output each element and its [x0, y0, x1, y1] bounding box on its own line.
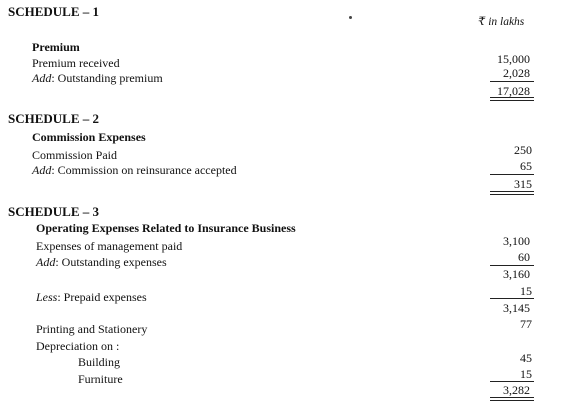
schedule-2-heading: Commission Expenses	[32, 130, 146, 144]
commission-reinsurance-row	[32, 164, 237, 176]
unit-label: ₹ in lakhs	[478, 16, 525, 28]
schedule-1-rule-top	[490, 81, 534, 82]
schedule-2-title: SCHEDULE – 2	[8, 111, 100, 126]
commission-paid-value: 250	[514, 143, 532, 157]
schedule-2-total: 315	[514, 177, 532, 191]
add-prefix: Add	[32, 71, 52, 85]
management-expenses-value: 3,100	[503, 234, 530, 248]
schedule-1-title: SCHEDULE – 1	[8, 4, 100, 19]
schedule-2-rule-bottom-1	[490, 191, 534, 192]
prepaid-expenses-label: : Prepaid expenses	[57, 290, 147, 304]
printing-stationery-value: 77	[520, 317, 532, 331]
printing-stationery-label: Printing and Stationery	[36, 322, 148, 336]
premium-received-label: Premium received	[32, 56, 120, 70]
schedule-3-rule-bottom-1	[490, 397, 534, 398]
less-prefix: Less	[36, 290, 58, 304]
furniture-label: Furniture	[78, 372, 123, 386]
commission-reinsurance-value: 65	[520, 159, 532, 173]
subtotal-2-value: 3,145	[503, 301, 530, 315]
outstanding-premium-value: 2,028	[503, 66, 530, 80]
schedule-1-heading: Premium	[32, 40, 80, 54]
add-prefix: Add	[32, 163, 52, 177]
outstanding-expenses-row	[36, 256, 167, 268]
outstanding-premium-row	[32, 72, 163, 84]
outstanding-expenses-value: 60	[518, 250, 530, 264]
stray-dot	[349, 16, 352, 19]
schedule-1-total: 17,028	[497, 84, 530, 98]
management-expenses-label: Expenses of management paid	[36, 239, 183, 253]
subtotal-1-value: 3,160	[503, 267, 530, 281]
premium-received-value: 15,000	[497, 52, 530, 66]
schedule-3-heading: Operating Expenses Related to Insurance Business	[36, 221, 296, 235]
schedule-3-total: 3,282	[503, 383, 530, 397]
subtotal-2-rule	[490, 298, 534, 299]
schedule-3-rule-top	[490, 381, 534, 382]
building-label: Building	[78, 355, 121, 369]
outstanding-premium-label: : Outstanding premium	[51, 71, 163, 85]
furniture-value: 15	[520, 367, 532, 381]
schedule-2-rule-top	[490, 174, 534, 175]
add-prefix: Add	[36, 255, 56, 269]
schedule-3-title: SCHEDULE – 3	[8, 204, 100, 219]
schedule-3-rule-bottom-2	[490, 400, 534, 401]
prepaid-expenses-value: 15	[520, 284, 532, 298]
schedule-1-rule-bottom-2	[490, 100, 534, 101]
outstanding-expenses-label: : Outstanding expenses	[55, 255, 167, 269]
commission-paid-label: Commission Paid	[32, 148, 118, 162]
prepaid-expenses-row	[36, 291, 147, 303]
subtotal-1-rule	[490, 265, 534, 266]
building-value: 45	[520, 351, 532, 365]
schedule-2-rule-bottom-2	[490, 194, 534, 195]
commission-reinsurance-label: : Commission on reinsurance accepted	[51, 163, 237, 177]
depreciation-label: Depreciation on :	[36, 339, 120, 353]
schedule-1-rule-bottom-1	[490, 97, 534, 98]
